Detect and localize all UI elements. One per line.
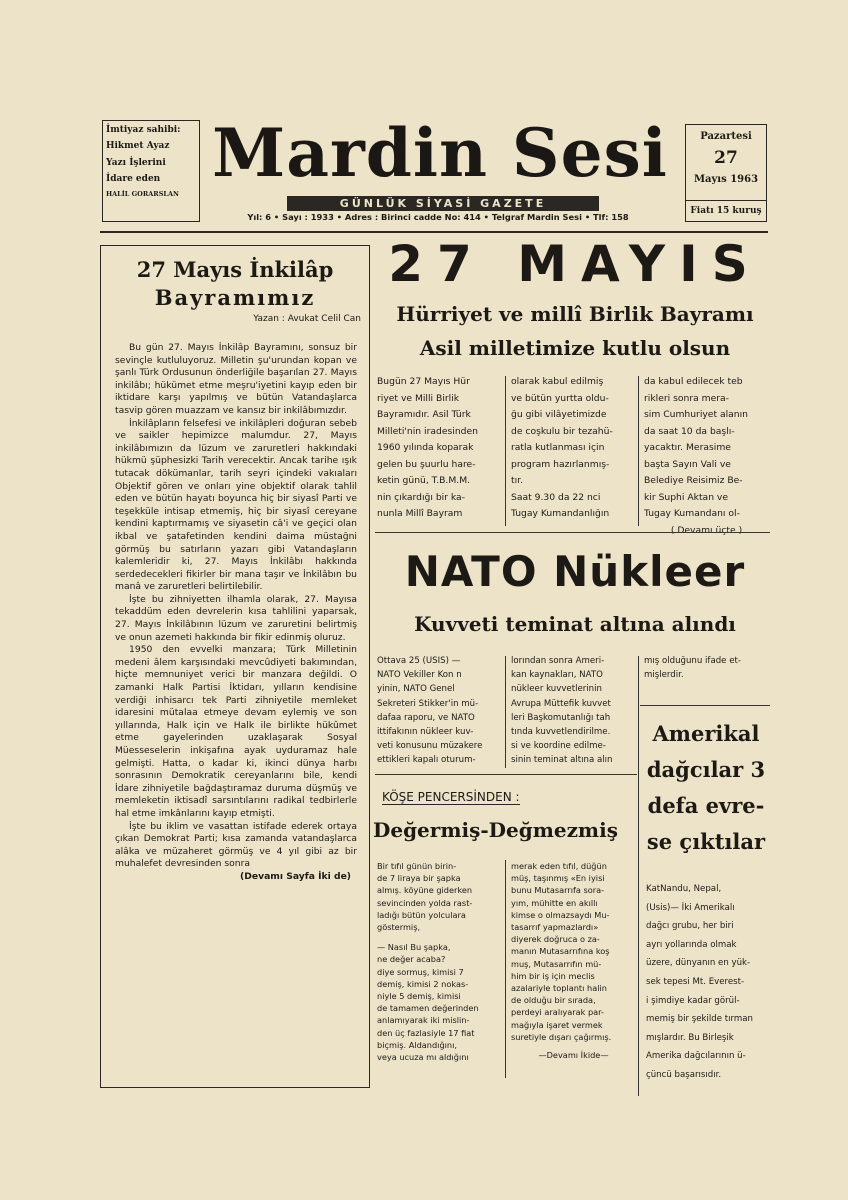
text-line: kan kaynakları, NATO (511, 670, 603, 681)
text-line: —Devamı İkide— (538, 1050, 609, 1061)
text-line: göstermiş, (377, 922, 421, 933)
headline-line: Amerikal (652, 721, 760, 746)
climbers-headline (642, 716, 770, 860)
text-line: Bir tıfıl günün birin- (377, 861, 457, 871)
text-line: yinin, NATO Genel (377, 684, 455, 695)
text-line: dağcı grubu, her biri (646, 921, 734, 932)
text-line: de 7 liraya bir şapka (377, 873, 461, 884)
text-line: sim Cumhuriyet alanın (644, 409, 748, 420)
article-paragraph: İşte bu iklim ve vasattan istifade ederek ortaya çıkan Demokrat Parti; kısa zamanda vatandaşlarca alâka ve müzaheret görmüş ve 4 yıl gibi az bir muhalefet devresinden sonra (115, 820, 357, 870)
text-line: ğu gibi vilâyetimizde (511, 409, 607, 420)
text-line: Milleti'nin iradesinden (377, 425, 478, 437)
text-line: yım, mühitte en akıllı (511, 897, 598, 908)
nato-col2 (511, 654, 636, 768)
text-line: gelen bu şuurlu hare- (377, 458, 476, 470)
text-line: ladığı bütün yolculara (377, 909, 466, 920)
nato-col3 (644, 654, 769, 682)
masthead-rule (100, 231, 768, 233)
text-line: si ve koordine edilme- (511, 741, 606, 752)
text-line: leri Başkomutanlığı tah (511, 712, 611, 723)
may27-col2 (511, 374, 636, 523)
date-box (685, 124, 767, 222)
text-line: kir Suphi Aktan ve (644, 491, 729, 503)
article-paragraph: 1950 den evvelki manzara; Türk Milletinin medeni âlem karşısındaki mevcûdiyeti bakımından, hiçte memnuniyet verici bir manzara değildi. O zamanki Halk Partisi İktidarı, yılların kendisine verdiği inhisarcı tek Parti zihniyetile memleket idaresini mütalaa etmeye devam eylemiş ve son yıllarında, Halk için ve Halk ile birlikte hükûmet etme gayelerinden uzaklaşarak Sosyal Müesseselerin inkişafına ayak uyduramaz hale gelmişti. Hatta, o kadar ki, ikinci dünya harbı sonrasının Demokratik cereyanlarını bile, kendi İdare zihniyetile bağdaştıramaz duruma düşmüş ve memleketin iktisadî sarsıntılarını radikal tedbirlerle hal etme imkânlarını kayıp etmişti. (115, 644, 357, 819)
text-line: anlamıyarak iki mislin- (377, 1015, 470, 1026)
editor-label: Yazı İşlerini (106, 157, 166, 168)
text-line: diye sormuş, kimisi 7 (377, 966, 464, 977)
column-rule (638, 376, 639, 526)
section-rule (375, 774, 637, 775)
text-line: Tugay Kumandanı ol- (644, 508, 740, 519)
article-paragraph: İşte bu zihniyetten ilhamla olarak, 27. Mayısa tekaddüm eden devrelerin kısa tahlilini yaparsak, 27. Mayıs İnkilâbının lüzum ve zaruretini belirtmiş ve onun azemeti hakkında bir fikir edinmiş oluruz. (115, 593, 357, 643)
text-line: niyle 5 demiş, kimisi (377, 991, 461, 1002)
text-line: demiş, kimisi 2 nokas- (377, 978, 469, 989)
text-line: ettikleri kapalı oturum- (377, 755, 476, 766)
day-number: 27 (714, 148, 738, 168)
text-line: KatNandu, Nepal, (646, 884, 722, 894)
article-title-line2: Bayramımız (154, 285, 316, 310)
text-line: bunu Mutasarrıfa sora- (511, 885, 605, 896)
text-line: sevincinden yolda rast- (377, 897, 473, 908)
text-line: yacaktır. Merasime (644, 442, 731, 453)
text-line: Bugün 27 Mayıs Hür (377, 376, 470, 387)
may27-deck: Hürriyet ve millî Birlik Bayramı (396, 302, 754, 326)
admin-label: İdare eden (106, 173, 161, 184)
may27-col1 (377, 374, 502, 523)
masthead-credits (102, 120, 200, 222)
article-title (101, 246, 369, 312)
text-line: program hazırlanmış- (511, 458, 610, 470)
text-line: müş, taşınmış «En iyisi (511, 873, 605, 884)
text-line: ketin günü, T.B.M.M. (377, 475, 471, 486)
text-line: muş, Mutasarrıfın mü- (511, 958, 602, 969)
section-rule (640, 705, 770, 706)
text-line: almış. köyüne giderken (377, 885, 473, 896)
text-line: Avrupa Müttefik kuvvet (511, 698, 611, 709)
text-line: Sekreteri Stikker'in mü- (377, 698, 479, 709)
text-line: mağıyla işaret vermek (511, 1019, 603, 1030)
article-title-line1: 27 Mayıs İnkilâp (136, 257, 334, 282)
text-line: diyerek doğruca o za- (511, 934, 600, 945)
text-line: biçmiş. Aldandığını, (377, 1039, 457, 1050)
text-line: kimse o olmazsaydı Mu- (511, 909, 610, 920)
text-line: Ottava 25 (USIS) — (377, 656, 461, 666)
text-line: dafaa raporu, ve NATO (377, 712, 475, 723)
text-line: 1960 yılında koparak (377, 442, 474, 453)
may27-headline: 27 MAYIS (388, 235, 762, 293)
headline-line: se çıktılar (646, 829, 766, 854)
text-line: perdeyi aralıyarak par- (511, 1007, 604, 1018)
spacer (377, 933, 499, 941)
text-line: rikleri sonra mera- (644, 392, 729, 404)
may27-subdeck: Asil milletimize kutlu olsun (419, 336, 731, 360)
text-line: veya ucuza mı aldığını (377, 1052, 469, 1063)
text-line: ve bütün yurtta oldu- (511, 392, 609, 404)
text-line: suretiyle dışarı çağırmış. (511, 1031, 612, 1042)
headline-line: dağcılar 3 (646, 757, 766, 782)
climbers-body (646, 880, 768, 1085)
nato-deck: Kuvveti teminat altına alındı (414, 612, 736, 636)
text-line: i şimdiye kadar görül- (646, 995, 740, 1006)
text-line: çüncü başarısıdır. (646, 1069, 722, 1080)
day-name: Pazartesi (700, 131, 752, 142)
text-line: da kabul edilecek teb (644, 376, 743, 387)
text-line: mışlardır. Bu Birleşik (646, 1032, 734, 1043)
text-line: den üç fazlasiyle 17 fiat (377, 1027, 475, 1038)
text-line: merak eden tıfıl, düğün (511, 861, 607, 871)
corner-column-title: Değermiş-Değmezmiş (373, 818, 618, 842)
column-rule (505, 860, 506, 1078)
article-body (115, 342, 357, 884)
article-inkilap (100, 245, 370, 1088)
headline-line: defa evre- (647, 793, 765, 818)
text-line: him bir iş için meclis (511, 970, 595, 981)
article-byline: Yazan : Avukat Celil Can (253, 314, 361, 324)
corner-col1 (377, 860, 499, 1063)
text-line: ratla kutlanması için (511, 442, 605, 453)
text-line: — Nasıl Bu şapka, (377, 942, 451, 953)
text-line: Belediye Reisimiz Be- (644, 475, 743, 486)
text-line: nükleer kuvvetlerinin (511, 684, 602, 695)
text-line: de tamamen değerinden (377, 1003, 479, 1014)
text-line: mişlerdir. (644, 670, 684, 681)
text-line: ( Devamı üçte ) (670, 524, 743, 536)
text-line: azalariyle toplantı halin (511, 983, 607, 994)
month-year: Mayıs 1963 (693, 174, 759, 185)
newspaper-title: Mardin Sesi (212, 114, 668, 192)
text-line: sinin teminat altına alın (511, 755, 613, 766)
article-paragraph: İnkilâpların felsefesi ve inkilâpleri doğuran sebeb ve saikler hepimizce malumdur. 27, Mayıs inkilâbımızın da lüzum ve zaruretleri hakkındaki hükmü şüphesizki Tarih verecektir. Ancak tarihe ışık tutacak dökümanlar, tarih seyri içindeki vakıaları Objektif gören ve onları yine objektif olarak tahlil eden ve bütün hayatı boyunca hiç bir siyasî Parti ve teşekküle intisap etmemiş, hiç bir siyasî cereyane kendini kaptırmamış ve siyasetin câ'i ve geçici olan ikbal ve şatafetinden kendini daima müstağni görmüş bu satırların yazarı gibi Vatandaşların kalemleridir ki, 27. Mayıs İnkilâbı hakkında serdedecekleri fikirler bir mana taşır ve İnkilâbın bu manâ ve zaruretleri belirtilebilir. (115, 417, 357, 593)
admin-name: HALİL GORARSLAN (106, 190, 179, 198)
text-line: nin çıkardığı bir ka- (377, 491, 466, 503)
text-line: de olduğu bir sırada, (511, 995, 596, 1006)
text-line: Tugay Kumandanlığın (511, 508, 610, 519)
text-line: sek tepesi Mt. Everest- (646, 976, 745, 987)
text-line: Amerika dağcılarının ü- (646, 1051, 746, 1062)
text-line: tasarrıf yapmazlardı» (511, 922, 599, 933)
newspaper-info-line: Yıl: 6 • Sayı : 1933 • Adres : Birinci cadde No: 414 • Telgraf Mardin Sesi • Tlf: 158 (247, 212, 629, 222)
column-rule (505, 376, 506, 526)
text-line: veti konusunu müzakere (377, 741, 483, 752)
text-line: nunla Millî Bayram (377, 508, 463, 519)
nato-col1 (377, 654, 502, 768)
newspaper-subtitle: GÜNLÜK SİYASİ GAZETE (287, 196, 599, 211)
text-line: ittifakının nükleer kuv- (377, 727, 474, 738)
text-line: (Usis)— İki Amerikalı (646, 902, 735, 913)
column-rule (505, 656, 506, 768)
may27-col3 (644, 374, 769, 539)
article-continued: (Devamı Sayfa İki de) (240, 870, 351, 882)
text-line: NATO Vekiller Kon n (377, 670, 462, 681)
text-line: mış olduğunu ifade et- (644, 656, 741, 666)
price: Fiatı 15 kuruş (686, 200, 766, 221)
text-line: üzere, dünyanın en yük- (646, 958, 751, 969)
article-paragraph: Bu gün 27. Mayıs İnkilâp Bayramını, sonsuz bir sevinçle kutluluyoruz. Milletin şu'urundan kopan ve şanlı Türk Ordusunun önderliğile başarılan 27. Mayıs inkilâbı; hükümet etme meşru'iyetini kayıp eden bir iktidare karşı yapılmış ve bütün Vatandaşlarca tasvip gören muazzam ve kansız bir inkilâbımızdır. (115, 342, 357, 416)
text-line: lorından sonra Ameri- (511, 656, 605, 666)
owner-name: Hikmet Ayaz (106, 141, 170, 152)
owner-label: İmtiyaz sahibi: (106, 125, 181, 135)
text-line: Bayramıdır. Asil Türk (377, 409, 471, 420)
text-line: olarak kabul edilmiş (511, 376, 604, 387)
text-line: ayrı yollarında olmak (646, 939, 737, 950)
text-line: ne değer acaba? (377, 954, 446, 965)
corner-column-label: KÖŞE PENCERSİNDEN : (382, 790, 520, 804)
section-rule (375, 532, 770, 533)
column-rule (638, 656, 639, 1096)
text-line: başta Sayın Vali ve (644, 458, 731, 470)
text-line: tında kuvvetlendirilme. (511, 727, 611, 738)
text-line: manın Mutasarrıfına koş (511, 946, 610, 957)
text-line: riyet ve Milli Birlik (377, 392, 460, 404)
text-line: de coşkulu bir tezahü- (511, 425, 613, 437)
nato-headline: NATO Nükleer (404, 547, 746, 596)
text-line: memiş bir şekilde tırman (646, 1014, 753, 1025)
text-line: Saat 9.30 da 22 nci (511, 491, 601, 503)
text-line: tır. (511, 475, 524, 486)
corner-col2 (511, 860, 636, 1061)
text-line: da saat 10 da başlı- (644, 425, 735, 437)
